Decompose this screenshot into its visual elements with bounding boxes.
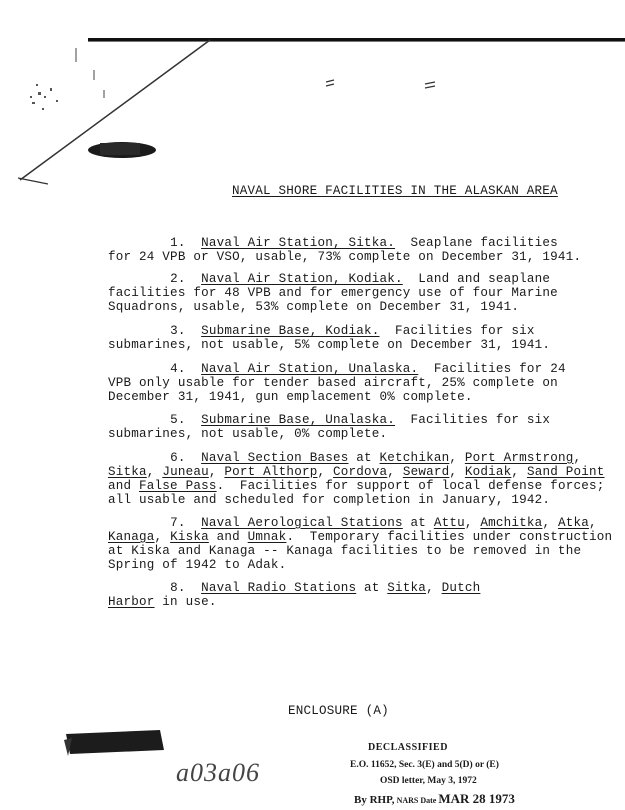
top-rule bbox=[88, 38, 625, 41]
item-7-line-2: Kanaga, Kiska and Umnak. Temporary facilities under construction bbox=[108, 530, 613, 544]
item-1-line-2: for 24 VPB or VSO, usable, 73% complete on December 31, 1941. bbox=[108, 250, 582, 264]
scan-artifacts bbox=[0, 0, 625, 200]
stamp-signoff bbox=[354, 791, 515, 807]
stamp-by: By bbox=[354, 794, 367, 806]
item-5-heading: Submarine Base, Unalaska. bbox=[201, 413, 396, 427]
item-6-line-4: all usable and scheduled for completion in January, 1942. bbox=[108, 493, 551, 507]
item-7-line-1: 7. Naval Aerological Stations at Attu, Amchitka, Atka, bbox=[170, 516, 597, 530]
declassified-heading: DECLASSIFIED bbox=[368, 742, 448, 753]
item-3-line-2: submarines, not usable, 5% complete on December 31, 1941. bbox=[108, 338, 551, 352]
item-8-line-1: 8. Naval Radio Stations at Sitka, Dutch bbox=[170, 581, 481, 595]
stamp-date: MAR 28 1973 bbox=[438, 791, 515, 806]
item-6-line-3: and False Pass. Facilities for support of local defense forces; bbox=[108, 479, 605, 493]
item-6-line-1: 6. Naval Section Bases at Ketchikan, Port Armstrong, bbox=[170, 451, 582, 465]
item-4-line-2: VPB only usable for tender based aircraft, 25% complete on bbox=[108, 376, 558, 390]
stamp-initials: RHP, bbox=[369, 794, 395, 806]
item-7-line-4: Spring of 1942 to Adak. bbox=[108, 558, 287, 572]
item-2-line-3: Squadrons, usable, 53% complete on December 31, 1941. bbox=[108, 300, 520, 314]
item-3-heading: Submarine Base, Kodiak. bbox=[201, 324, 380, 338]
item-5-line-1: 5. Submarine Base, Unalaska. Facilities for six bbox=[170, 413, 551, 427]
handwritten-note: a03a06 bbox=[176, 758, 260, 787]
item-6-line-2: Sitka, Juneau, Port Althorp, Cordova, Seward, Kodiak, Sand Point bbox=[108, 465, 605, 479]
item-1-heading: Naval Air Station, Sitka. bbox=[201, 236, 396, 250]
item-2-line-2: facilities for 48 VPB and for emergency use of four Marine bbox=[108, 286, 558, 300]
item-4-line-1: 4. Naval Air Station, Unalaska. Facilities for 24 bbox=[170, 362, 566, 376]
stamp-authority: E.O. 11652, Sec. 3(E) and 5(D) or (E) bbox=[350, 760, 499, 770]
item-4-line-3: December 31, 1941, gun emplacement 0% complete. bbox=[108, 390, 473, 404]
item-4-heading: Naval Air Station, Unalaska. bbox=[201, 362, 419, 376]
item-7-line-3: at Kiska and Kanaga -- Kanaga facilities to be removed in the bbox=[108, 544, 582, 558]
enclosure-label: ENCLOSURE (A) bbox=[288, 704, 389, 718]
stamp-nars-date: NARS Date bbox=[394, 796, 439, 805]
item-5-line-2: submarines, not usable, 0% complete. bbox=[108, 427, 388, 441]
item-2-line-1: 2. Naval Air Station, Kodiak. Land and seaplane bbox=[170, 272, 551, 286]
redaction-mark bbox=[60, 724, 170, 764]
item-8-line-2: Harbor in use. bbox=[108, 595, 217, 609]
fold-line bbox=[20, 40, 210, 180]
item-1-line-1: 1. Naval Air Station, Sitka. Seaplane facilities bbox=[170, 236, 558, 250]
item-3-line-1: 3. Submarine Base, Kodiak. Facilities for six bbox=[170, 324, 535, 338]
stamp-letter: OSD letter, May 3, 1972 bbox=[380, 776, 477, 786]
document-title: NAVAL SHORE FACILITIES IN THE ALASKAN AREA bbox=[232, 184, 558, 198]
item-2-heading: Naval Air Station, Kodiak. bbox=[201, 272, 403, 286]
